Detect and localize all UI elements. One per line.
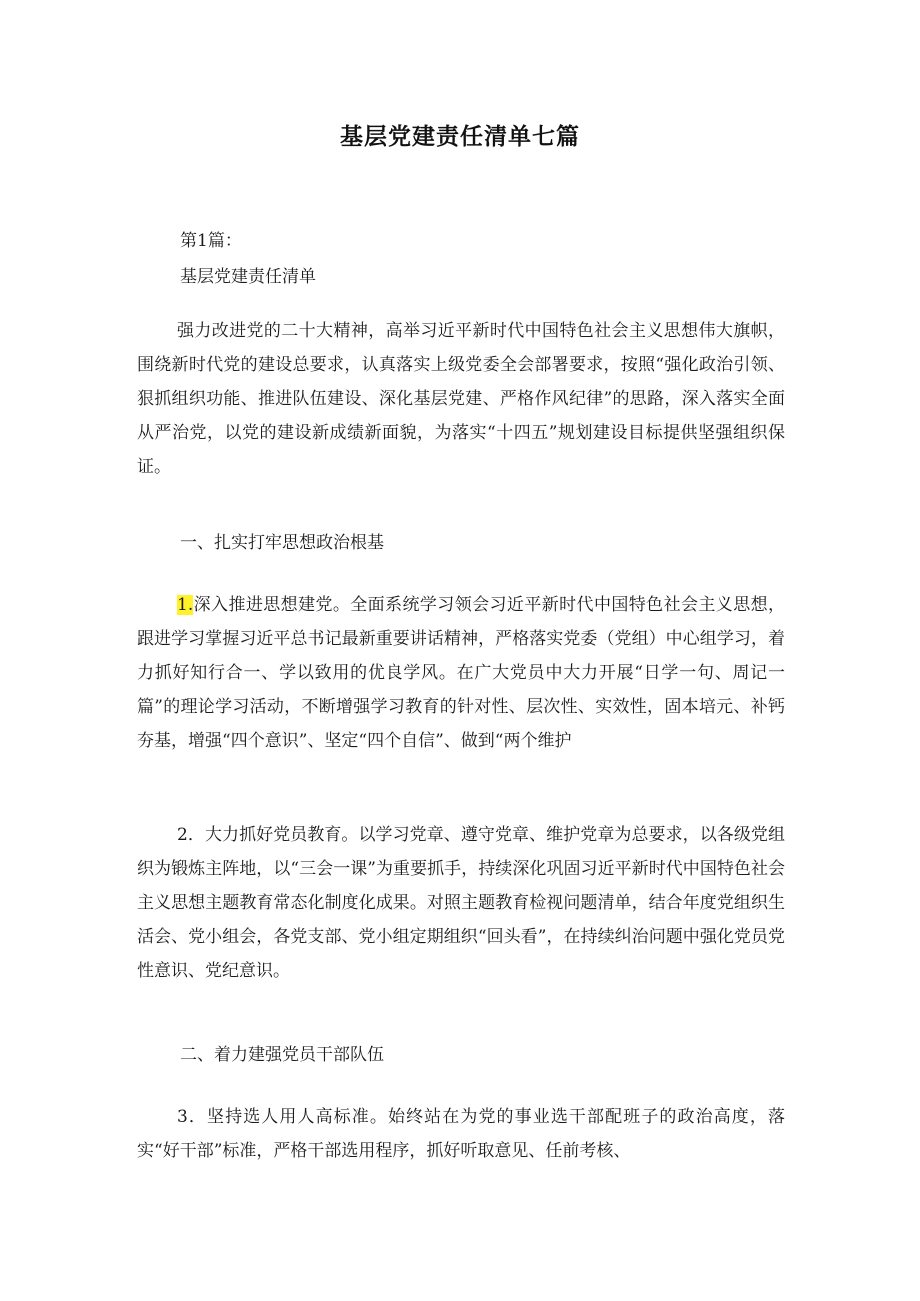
item-1-text: 深入推进思想建党。全面系统学习领会习近平新时代中国特色社会主义思想，跟进学习掌握习近平总书记最新重要讲话精神，严格落实党委（党组）中心组学习，着力抓好知行合一、学以致用的优良学风。在广大党员中大力开展“日学一句、周记一篇”的理论学习活动，不断增强学习教育的针对性、层次性、实效性，固本培元、补钙夯基，增强“四个意识”、坚定“四个自信”、做到“两个维护 xyxy=(137,595,785,751)
item-1-paragraph xyxy=(137,588,785,758)
intro-paragraph: 强力改进党的二十大精神，高举习近平新时代中国特色社会主义思想伟大旗帜，围绕新时代党的建设总要求，认真落实上级党委全会部署要求，按照“强化政治引领、狠抓组织功能、推进队伍建设、深化基层党建、严格作风纪律”的思路，深入落实全面从严治党，以党的建设新成绩新面貌，为落实“十四五”规划建设目标提供坚强组织保证。 xyxy=(137,321,785,477)
section-heading-2: 二、着力建强党员干部队伍 xyxy=(180,1045,384,1065)
section-heading-1: 一、扎实打牢思想政治根基 xyxy=(180,533,384,553)
document-title: 基层党建责任清单七篇 xyxy=(340,124,580,150)
highlighted-item-number: 1. xyxy=(177,595,194,615)
item-3-paragraph: 3．坚持选人用人高标准。始终站在为党的事业选干部配班子的政治高度，落实“好干部”标准，严格干部选用程序，抓好听取意见、任前考核、 xyxy=(137,1107,785,1161)
chapter-subtitle: 基层党建责任清单 xyxy=(180,267,316,287)
item-2-paragraph: 2．大力抓好党员教育。以学习党章、遵守党章、维护党章为总要求，以各级党组织为锻炼主阵地，以“三会一课”为重要抓手，持续深化巩固习近平新时代中国特色社会主义思想主题教育常态化制度化成果。对照主题教育检视问题清单，结合年度党组织生活会、党小组会，各党支部、党小组定期组织“回头看”，在持续纠治问题中强化党员党性意识、党纪意识。 xyxy=(137,825,785,981)
chapter-label: 第1篇： xyxy=(180,231,242,251)
